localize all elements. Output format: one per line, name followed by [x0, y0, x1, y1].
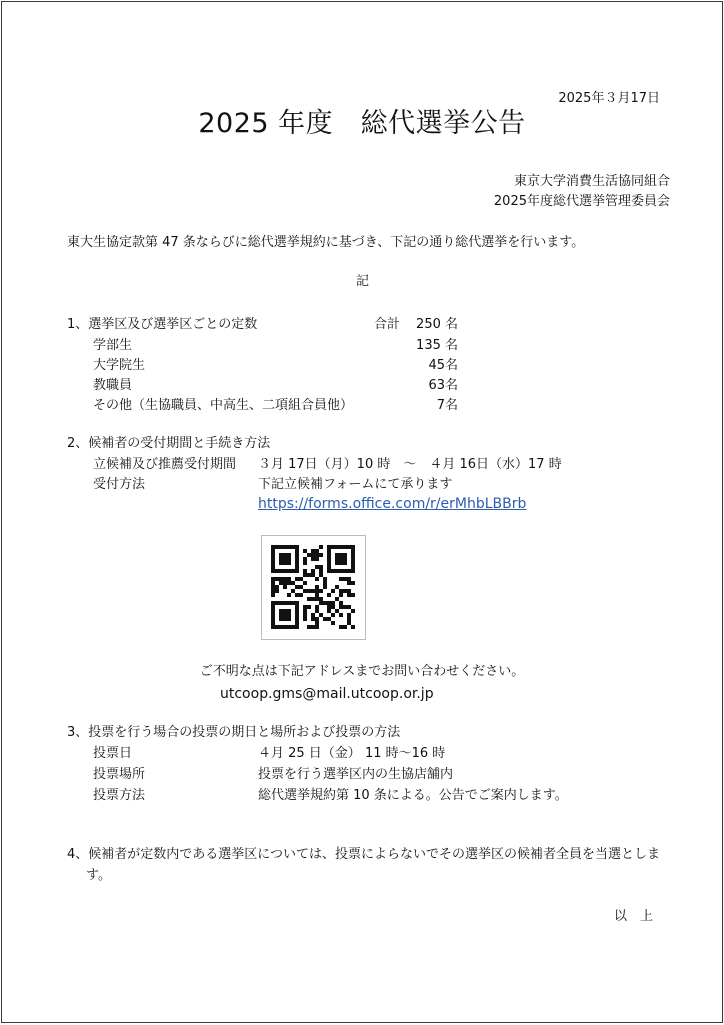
total-value: 250 名	[416, 317, 458, 332]
contact-email: utcoop.gms@mail.utcoop.or.jp	[220, 686, 434, 702]
section-4-text-cont: す。	[86, 868, 111, 883]
vote-place-value: 投票を行う選挙区内の生協店舗内	[258, 767, 454, 782]
period-label: 立候補及び推薦受付期間	[93, 457, 237, 472]
section-4-text: 4、候補者が定数内である選挙区については、投票によらないでその選挙区の候補者全員を当選としま	[67, 847, 661, 862]
district-quota: 63名	[428, 378, 458, 393]
district-quota: 7名	[436, 398, 458, 413]
district-label: 大学院生	[93, 358, 146, 373]
total-label: 合計	[374, 317, 401, 332]
district-quota: 135 名	[416, 338, 458, 353]
section-2-heading: 2、候補者の受付期間と手続き方法	[67, 436, 271, 451]
organization-name: 東京大学消費生活協同組合	[513, 174, 670, 189]
vote-date-value: ４月 25 日（金） 11 時～16 時	[258, 746, 446, 761]
vote-method-value: 総代選挙規約第 10 条による。公告でご案内します。	[258, 788, 568, 803]
qr-code-icon[interactable]	[261, 535, 366, 640]
period-value: ３月 17日（月）10 時 ～ ４月 16日（水）17 時	[258, 457, 562, 472]
contact-note: ご不明な点は下記アドレスまでお問い合わせください。	[199, 664, 525, 679]
vote-date-label: 投票日	[93, 746, 133, 761]
notice-date: 2025年３月17日	[558, 91, 660, 106]
method-value: 下記立候補フォームにて承ります	[258, 477, 453, 492]
intro-text: 東大生協定款第 47 条ならびに総代選挙規約に基づき、下記の通り総代選挙を行います。	[67, 235, 585, 250]
ki-marker: 記	[356, 274, 370, 289]
notice-page	[1, 1, 723, 1023]
vote-place-label: 投票場所	[93, 767, 146, 782]
form-link[interactable]: https://forms.office.com/r/erMhbLBBrb	[258, 496, 527, 512]
district-quota: 45名	[428, 358, 458, 373]
committee-name: 2025年度総代選挙管理委員会	[493, 194, 670, 209]
vote-method-label: 投票方法	[93, 788, 146, 803]
closing-mark: 以 上	[614, 909, 654, 924]
district-label: 教職員	[93, 378, 133, 393]
district-label: その他（生協職員、中高生、二項組合員他）	[93, 398, 354, 413]
district-label: 学部生	[93, 338, 133, 353]
section-3-heading: 3、投票を行う場合の投票の期日と場所および投票の方法	[67, 725, 401, 740]
page-title: 2025 年度 総代選挙公告	[198, 108, 526, 139]
section-1-heading: 1、選挙区及び選挙区ごとの定数	[67, 317, 258, 332]
method-label: 受付方法	[93, 477, 146, 492]
